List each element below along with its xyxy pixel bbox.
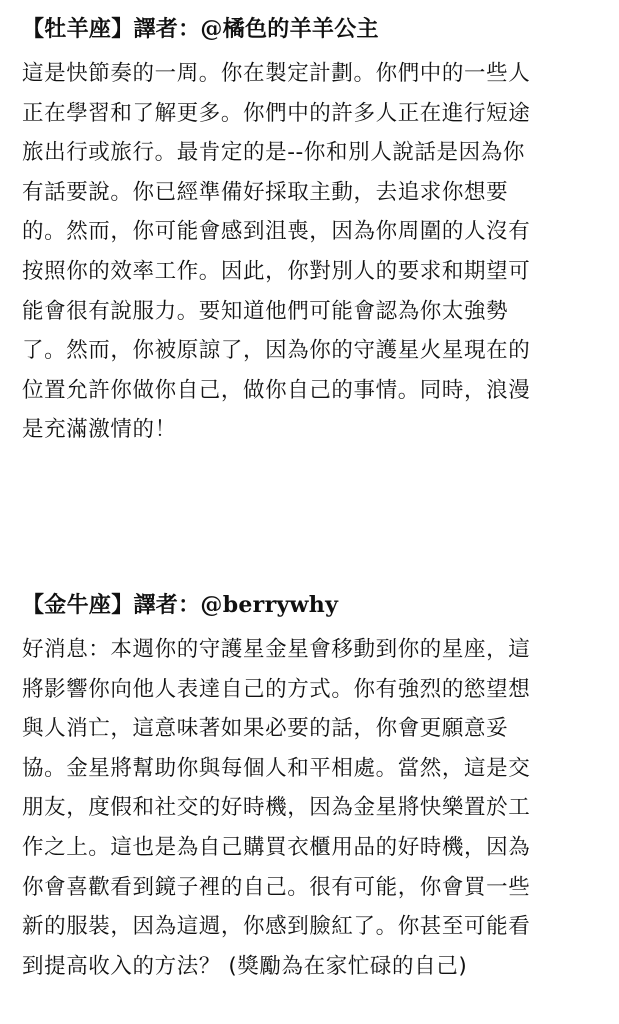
aries-heading-label: 【牡羊座】譯者： <box>22 17 201 42</box>
text-line: 好消息：本週你的守護星金星會移動到你的星座，這 <box>22 637 531 662</box>
text-line: 作之上。這也是為自己購買衣櫃用品的好時機，因為 <box>22 834 531 860</box>
taurus-heading-label: 【金牛座】譯者： <box>22 593 201 618</box>
taurus-translator-handle: @berrywhy <box>200 592 339 618</box>
text-line: 旅出行或旅行。最肯定的是--你和別人說話是因為你 <box>22 140 525 166</box>
text-line: 的。然而，你可能會感到沮喪，因為你周圍的人沒有 <box>22 219 531 245</box>
aries-body <box>22 54 612 450</box>
text-line: 是充滿激情的！ <box>22 417 177 443</box>
text-line: 位置允許你做你自己，做你自己的事情。同時，浪漫 <box>22 377 531 403</box>
taurus-body <box>22 630 612 986</box>
text-line: 這是快節奏的一周。你在製定計劃。你們中的一些人 <box>22 61 531 86</box>
taurus-section <box>22 588 612 986</box>
text-line: 能會很有說服力。要知道他們可能會認為你太強勢 <box>22 298 509 324</box>
text-line: 協。金星將幫助你與每個人和平相處。當然，這是交 <box>22 755 531 781</box>
text-line: 與人消亡，這意味著如果必要的話，你會更願意妥 <box>22 716 509 742</box>
text-line: 有話要說。你已經準備好採取主動，去追求你想要 <box>22 179 509 205</box>
text-line: 了。然而，你被原諒了，因為你的守護星火星現在的 <box>22 338 531 364</box>
text-line: 正在學習和了解更多。你們中的許多人正在進行短途 <box>22 100 531 126</box>
text-line: 你會喜歡看到鏡子裡的自己。很有可能，你會買一些 <box>22 874 531 900</box>
text-line: 新的服裝，因為這週，你感到臉紅了。你甚至可能看 <box>22 914 531 940</box>
aries-section <box>22 12 612 450</box>
aries-heading <box>22 12 612 46</box>
taurus-heading <box>22 588 612 622</box>
text-line: 按照你的效率工作。因此，你對別人的要求和期望可 <box>22 258 531 284</box>
text-line: 到提高收入的方法？ (獎勵為在家忙碌的自己) <box>22 953 468 979</box>
text-line: 將影響你向他人表達自己的方式。你有強烈的慾望想 <box>22 676 531 702</box>
aries-translator-handle: @橘色的羊羊公主 <box>200 16 379 42</box>
text-line: 朋友，度假和社交的好時機，因為金星將快樂置於工 <box>22 795 531 821</box>
